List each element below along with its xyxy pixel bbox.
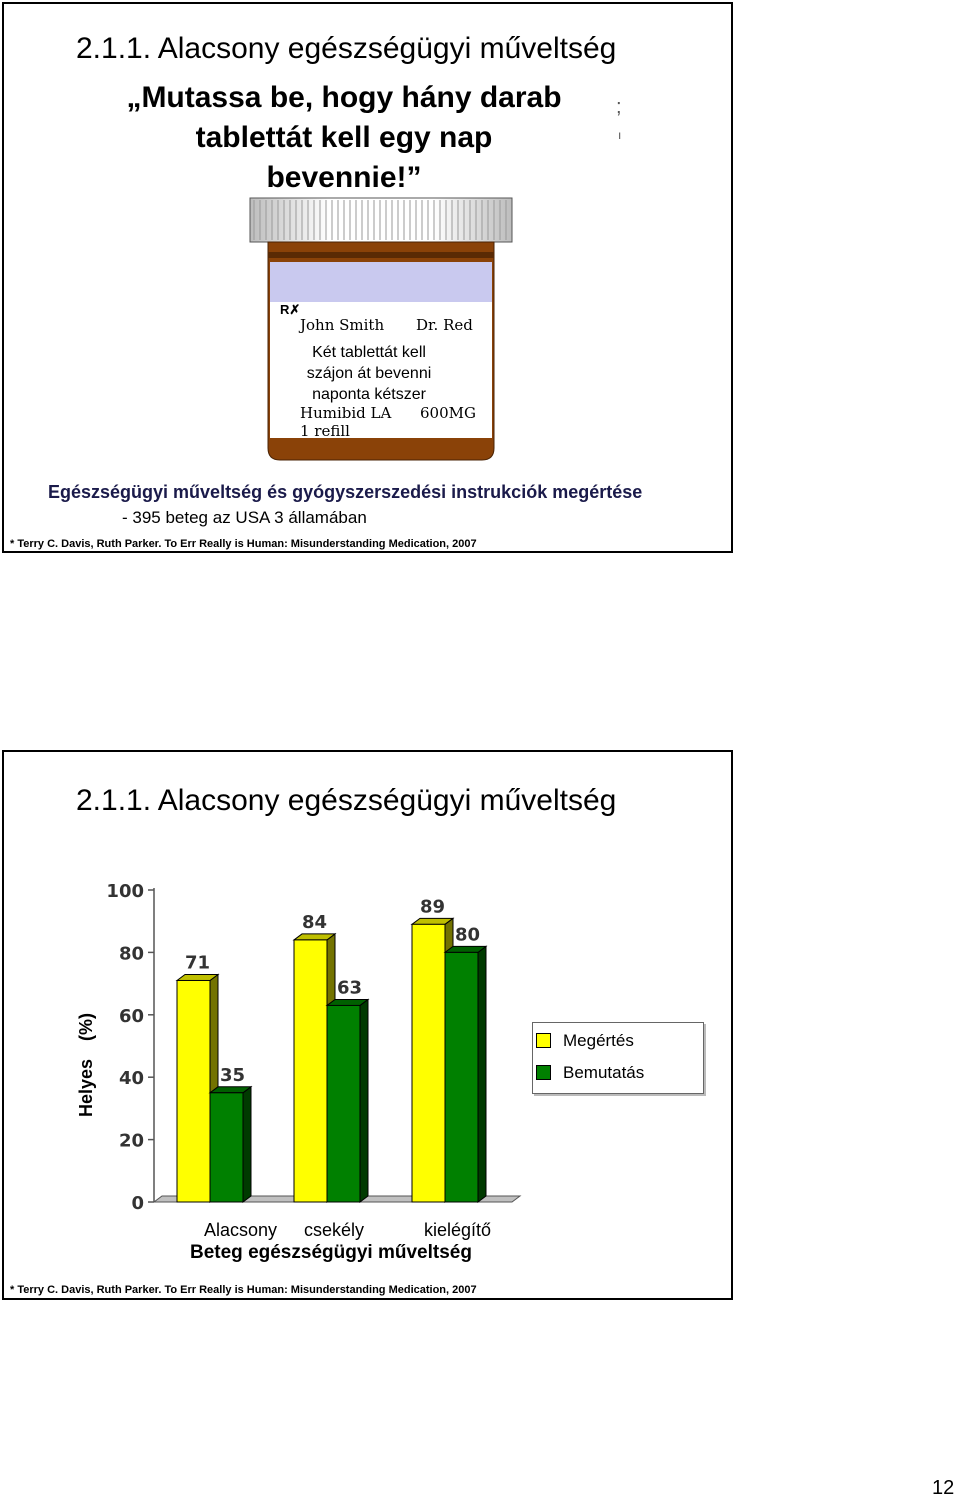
bar-top <box>327 999 368 1005</box>
bar <box>445 952 478 1202</box>
legend-item-megertes <box>563 1031 634 1051</box>
legend-label: Megértés <box>563 1031 634 1050</box>
instruction-line: naponta kétszer <box>312 386 426 403</box>
citation: * Terry C. Davis, Ruth Parker. To Err Really is Human: Misunderstanding Medication, 2007 <box>10 538 477 550</box>
y-tick-label: 80 <box>118 943 144 965</box>
citation: * Terry C. Davis, Ruth Parker. To Err Really is Human: Misunderstanding Medication, 2007 <box>10 1284 477 1296</box>
bar-top <box>294 934 335 940</box>
chart-legend <box>532 1022 704 1094</box>
bar <box>412 924 445 1202</box>
x-category-label: Alacsony <box>204 1220 278 1240</box>
legend-swatch <box>536 1065 551 1080</box>
question-line: bevennie!” <box>266 161 422 194</box>
bar-side <box>478 946 486 1202</box>
data-label: 71 <box>184 952 211 974</box>
y-axis-title <box>76 1013 96 1117</box>
bar-side <box>243 1087 251 1202</box>
bar-chart <box>4 752 731 1272</box>
bar <box>177 980 210 1202</box>
rx-mark: R✗ <box>280 302 301 317</box>
data-label: 35 <box>219 1064 246 1086</box>
slide-medication-question <box>2 2 733 553</box>
instruction-line: Két tablettát kell <box>312 344 426 361</box>
x-axis-title: Beteg egészségügyi műveltség <box>190 1242 472 1263</box>
y-tick-label: 60 <box>118 1005 144 1027</box>
pill-bottle-illustration <box>244 190 519 466</box>
y-tick-label: 20 <box>118 1130 144 1152</box>
bar-top <box>210 1087 251 1093</box>
x-category-label: csekély <box>304 1220 365 1240</box>
page-number: 12 <box>932 1477 955 1499</box>
bar <box>327 1005 360 1202</box>
slide-title: 2.1.1. Alacsony egészségügyi műveltség <box>76 32 617 65</box>
study-subtitle: - 395 beteg az USA 3 államában <box>122 508 367 527</box>
y-axis-title-part: Helyes <box>76 1058 96 1117</box>
bar-top <box>412 918 453 924</box>
bar-side <box>360 999 368 1202</box>
slide-literacy-chart <box>2 750 733 1300</box>
bar <box>294 940 327 1202</box>
y-tick-label: 100 <box>106 881 144 902</box>
drug-name: Humibid LA <box>300 404 392 422</box>
legend-label: Bemutatás <box>563 1063 645 1082</box>
text-artifact: ı <box>618 128 622 142</box>
bar-top <box>177 974 218 980</box>
doctor-name: Dr. Red <box>416 316 473 334</box>
question-quote <box>94 78 594 198</box>
question-line: tablettát kell egy nap <box>195 121 493 154</box>
patient-name: John Smith <box>300 316 385 334</box>
study-title: Egészségügyi műveltség és gyógyszerszedési instrukciók megértése <box>48 482 643 502</box>
data-label: 63 <box>336 977 363 999</box>
data-label: 84 <box>301 911 328 933</box>
y-tick-label: 40 <box>118 1068 144 1090</box>
bar-top <box>445 946 486 952</box>
slide-title: 2.1.1. Alacsony egészségügyi műveltség <box>76 784 617 817</box>
drug-dose: 600MG <box>420 404 476 422</box>
legend-swatch <box>536 1033 551 1048</box>
x-category-label: kielégítő <box>424 1220 492 1240</box>
legend-item-bemutatas <box>563 1063 644 1083</box>
y-tick-label: 0 <box>131 1193 144 1214</box>
bar <box>210 1093 243 1202</box>
dosage-instructions <box>284 342 454 405</box>
refill-count: 1 refill <box>300 422 350 440</box>
instruction-line: szájon át bevenni <box>306 365 432 382</box>
question-line: „Mutassa be, hogy hány darab <box>126 81 562 114</box>
data-label: 80 <box>454 924 481 946</box>
y-axis-title-part: (%) <box>76 1012 96 1041</box>
text-artifact: ; <box>616 96 622 118</box>
data-label: 89 <box>419 896 446 918</box>
